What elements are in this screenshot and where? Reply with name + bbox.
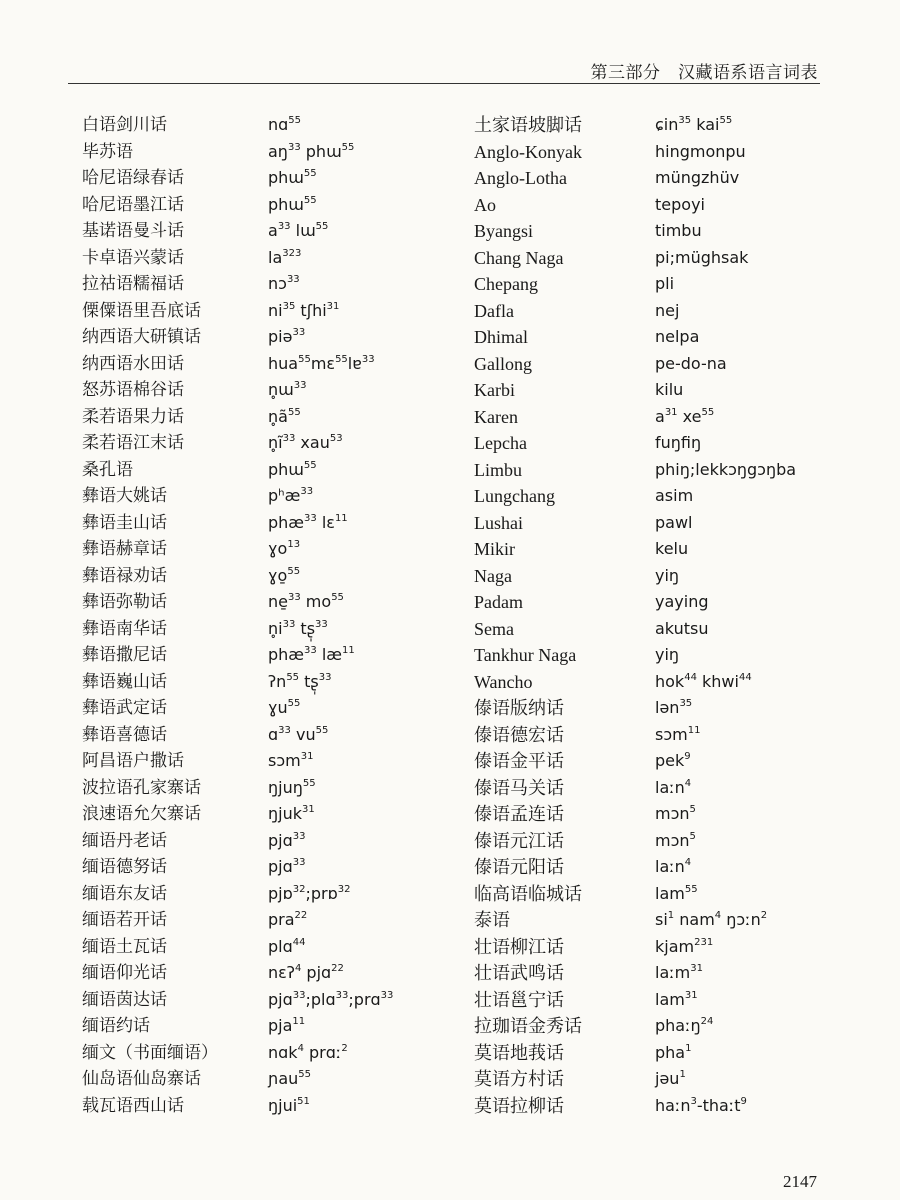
language-name: Anglo-Lotha: [474, 168, 567, 188]
language-name: Wancho: [474, 671, 533, 692]
word-form: tepoyi: [655, 194, 705, 214]
language-name: 傣语金平话: [474, 751, 564, 771]
language-name: 缅语东友话: [82, 883, 167, 904]
word-form: nɔ$^{33}$: [268, 274, 300, 293]
word-form: $a^{33}$ lɯ$^{55}$: [268, 221, 329, 240]
language-name: 哈尼语绿春话: [82, 168, 184, 188]
word-form: sɔm$^{11}$: [655, 724, 701, 744]
language-name: 柔若语果力话: [82, 406, 184, 427]
language-name: Naga: [474, 565, 512, 586]
language-name: 傣语元阳话: [474, 857, 564, 877]
word-form: hok$^{44}$ khwi$^{44}$: [655, 671, 752, 691]
language-name: 缅语土瓦话: [82, 936, 167, 957]
language-name: 桑孔语: [82, 459, 133, 480]
word-form: pha$^1$: [655, 1042, 692, 1062]
word-form: yiŋ: [655, 565, 680, 585]
language-name: Chang Naga: [474, 247, 564, 268]
language-name: Lushai: [474, 512, 523, 533]
word-form: laːn$^4$: [655, 857, 692, 876]
language-name: 缅语茵达话: [82, 989, 167, 1010]
word-form: ŋjui$^{51}$: [268, 1095, 310, 1115]
word-form: lam$^{55}$: [655, 883, 698, 903]
language-name: Karen: [474, 406, 518, 427]
word-form: nɑk$^4$ prɑː$^2$: [268, 1042, 348, 1062]
language-name: 傣语马关话: [474, 777, 564, 798]
word-form: $n̥ã^{55}$: [268, 406, 301, 426]
word-form: plɑ$^{44}$: [268, 936, 306, 956]
word-form: $aŋ^{33}$ phɯ$^{55}$: [268, 141, 355, 161]
word-form: pli: [655, 274, 675, 293]
language-name: 拉祜语糯福话: [82, 274, 184, 294]
word-form: ʔn$^{55}$ tʂ̩$^{33}$: [268, 671, 332, 691]
word-form: pja$^{11}$: [268, 1016, 306, 1035]
language-name: 壮语柳江话: [474, 936, 564, 957]
language-name: 彝语喜德话: [82, 724, 167, 745]
word-form: nɛʔ$^4$ pjɑ$^{22}$: [268, 963, 344, 982]
language-name: 彝语大姚话: [82, 486, 167, 506]
word-form: $si^1$ nam$^4$ ŋɔːn$^2$: [655, 910, 768, 929]
word-form: mɔn$^5$: [655, 830, 696, 850]
word-form: phæ$^{33}$ $læ^{11}$: [268, 645, 355, 664]
language-name: 傣语德宏话: [474, 724, 564, 745]
language-name: 纳西语大研镇话: [82, 327, 201, 347]
language-name: 彝语禄劝话: [82, 565, 167, 586]
language-name: Gallong: [474, 353, 532, 374]
language-name: 傣语版纳话: [474, 698, 564, 718]
language-name: 缅语德努话: [82, 857, 167, 877]
word-form: laːm$^{31}$: [655, 963, 703, 982]
word-form: pe-do-na: [655, 353, 727, 373]
language-name: 彝语撒尼话: [82, 645, 167, 665]
language-name: Mikir: [474, 539, 516, 559]
language-name: 阿昌语户撒话: [82, 751, 184, 771]
column-language-names-right: [474, 112, 652, 1119]
word-form: ɣo̱$^{55}$: [268, 565, 301, 585]
language-name: 彝语武定话: [82, 698, 167, 718]
word-form: pjɒ$^{32}$;prɒ$^{32}$: [268, 883, 351, 903]
language-name: 傣语元江话: [474, 830, 564, 851]
word-form: ɕin$^{35}$ kai$^{55}$: [655, 115, 733, 134]
word-form: pjɑ$^{33}$: [268, 830, 306, 850]
language-name: Limbu: [474, 459, 522, 480]
word-form: hingmonpu: [655, 141, 746, 161]
language-name: 临高语临城话: [474, 883, 582, 904]
word-form: phɯ$^{55}$: [268, 168, 317, 187]
language-name: 莫语方村话: [474, 1069, 564, 1089]
column-words-right: [655, 112, 855, 1119]
word-form: ne̱$^{33}$ $mo^{55}$: [268, 592, 344, 611]
language-name: Dafla: [474, 300, 514, 321]
word-form: ŋjuk$^{31}$: [268, 804, 315, 823]
word-form: piə$^{33}$: [268, 327, 306, 346]
word-form: kjam$^{231}$: [655, 936, 714, 956]
language-name: 缅语约话: [82, 1016, 150, 1036]
language-name: Padam: [474, 592, 523, 612]
language-name: 卡卓语兴蒙话: [82, 247, 184, 268]
language-name: 彝语圭山话: [82, 512, 167, 533]
word-form: kelu: [655, 539, 689, 558]
word-form: pawl: [655, 512, 693, 532]
language-name: 土家语坡脚话: [474, 115, 582, 135]
word-form: pra$^{22}$: [268, 910, 308, 929]
language-name: 莫语地莪话: [474, 1042, 564, 1063]
language-name: 基诺语曼斗话: [82, 221, 184, 241]
language-name: Chepang: [474, 274, 538, 294]
word-form: ŋjuŋ$^{55}$: [268, 777, 316, 797]
word-form: laːn$^4$: [655, 777, 692, 797]
word-form: pjɑ$^{33}$;plɑ$^{33}$;prɑ$^{33}$: [268, 989, 394, 1009]
language-name: Tankhur Naga: [474, 645, 577, 665]
word-form: $la^{323}$: [268, 247, 302, 267]
language-name: 白语剑川话: [82, 115, 167, 135]
word-form: haːn$^3$-thaːt$^9$: [655, 1095, 747, 1115]
word-form: phæ$^{33}$ lɛ$^{11}$: [268, 512, 348, 532]
word-form: ɣu$^{55}$: [268, 698, 301, 717]
word-form: yiŋ: [655, 645, 680, 664]
word-form: fuŋfiŋ: [655, 433, 702, 452]
language-name: 彝语弥勒话: [82, 592, 167, 612]
word-form: $n̥i^{33}$ tʂ̩$^{33}$: [268, 618, 328, 638]
word-form: nelpa: [655, 327, 700, 346]
language-name: 莫语拉柳话: [474, 1095, 564, 1116]
word-form: ɲau$^{55}$: [268, 1069, 312, 1088]
language-name: Lepcha: [474, 433, 527, 453]
language-name: 缅语仰光话: [82, 963, 167, 983]
language-name: 哈尼语墨江话: [82, 194, 184, 215]
language-name: Ao: [474, 194, 496, 215]
language-name: 仙岛语仙岛寨话: [82, 1069, 201, 1089]
language-name: 毕苏语: [82, 141, 133, 162]
word-form: $a^{31}$ $xe^{55}$: [655, 406, 715, 426]
language-name: 缅语若开话: [82, 910, 167, 930]
language-name: 傈僳语里吾底话: [82, 300, 201, 321]
page-number: 2147: [783, 1172, 817, 1191]
language-name: 彝语赫章话: [82, 539, 167, 559]
word-form: jəu$^1$: [655, 1069, 686, 1088]
word-form: akutsu: [655, 618, 709, 638]
word-form: phɯ$^{55}$: [268, 459, 317, 479]
column-words-left: [268, 112, 468, 1119]
word-form: nɑ$^{55}$: [268, 115, 302, 134]
language-name: Lungchang: [474, 486, 555, 506]
header-rule: [68, 83, 820, 84]
language-name: 浪速语允欠寨话: [82, 804, 201, 824]
language-name: 泰语: [474, 910, 510, 930]
language-name: 怒苏语棉谷话: [82, 380, 184, 400]
language-name: Karbi: [474, 380, 515, 400]
word-form: pi;müghsak: [655, 247, 749, 267]
word-form: timbu: [655, 221, 702, 240]
word-form: sɔm$^{31}$: [268, 751, 314, 770]
word-form: yaying: [655, 592, 709, 611]
word-form: nej: [655, 300, 680, 320]
language-name: 傣语孟连话: [474, 804, 564, 824]
word-form: pek$^9$: [655, 751, 691, 770]
language-name: 纳西语水田话: [82, 353, 184, 374]
word-form: ɑ$^{33}$ $vu^{55}$: [268, 724, 329, 744]
language-name: Anglo-Konyak: [474, 141, 582, 162]
word-form: phaːŋ$^{24}$: [655, 1016, 714, 1035]
word-form: asim: [655, 486, 694, 505]
language-name: 壮语邕宁话: [474, 989, 564, 1010]
word-form: pʰæ$^{33}$: [268, 486, 314, 505]
language-name: 拉珈语金秀话: [474, 1016, 582, 1036]
language-name: 波拉语孔家寨话: [82, 777, 201, 798]
column-language-names-left: [82, 112, 262, 1119]
language-name: 壮语武鸣话: [474, 963, 564, 983]
word-form: müngzhüv: [655, 168, 740, 187]
word-form: $n̥ĩ^{33}$ xau$^{53}$: [268, 433, 343, 452]
word-form: $ni^{35}$ tʃhi$^{31}$: [268, 300, 340, 320]
language-name: Sema: [474, 618, 514, 639]
language-name: 彝语南华话: [82, 618, 167, 639]
word-form: n̥ɯ$^{33}$: [268, 380, 307, 399]
running-header: 第三部分 汉藏语系语言词表: [590, 63, 818, 83]
word-form: pjɑ$^{33}$: [268, 857, 306, 876]
language-name: Dhimal: [474, 327, 528, 347]
language-name: 缅文（书面缅语）: [82, 1042, 218, 1063]
language-name: 彝语巍山话: [82, 671, 167, 692]
language-name: 柔若语江末话: [82, 433, 184, 453]
language-name: 缅语丹老话: [82, 830, 167, 851]
word-form: lən$^{35}$: [655, 698, 693, 717]
word-form: kilu: [655, 380, 684, 399]
word-form: ɣo$^{13}$: [268, 539, 301, 558]
word-form: phɯ$^{55}$: [268, 194, 317, 214]
word-form: hua$^{55}$mɛ$^{55}$lɐ$^{33}$: [268, 353, 375, 373]
language-name: 载瓦语西山话: [82, 1095, 184, 1116]
language-name: Byangsi: [474, 221, 534, 241]
word-form: lam$^{31}$: [655, 989, 698, 1009]
word-form: mɔn$^5$: [655, 804, 696, 823]
word-form: phiŋ;lekkɔŋgɔŋba: [655, 459, 797, 479]
